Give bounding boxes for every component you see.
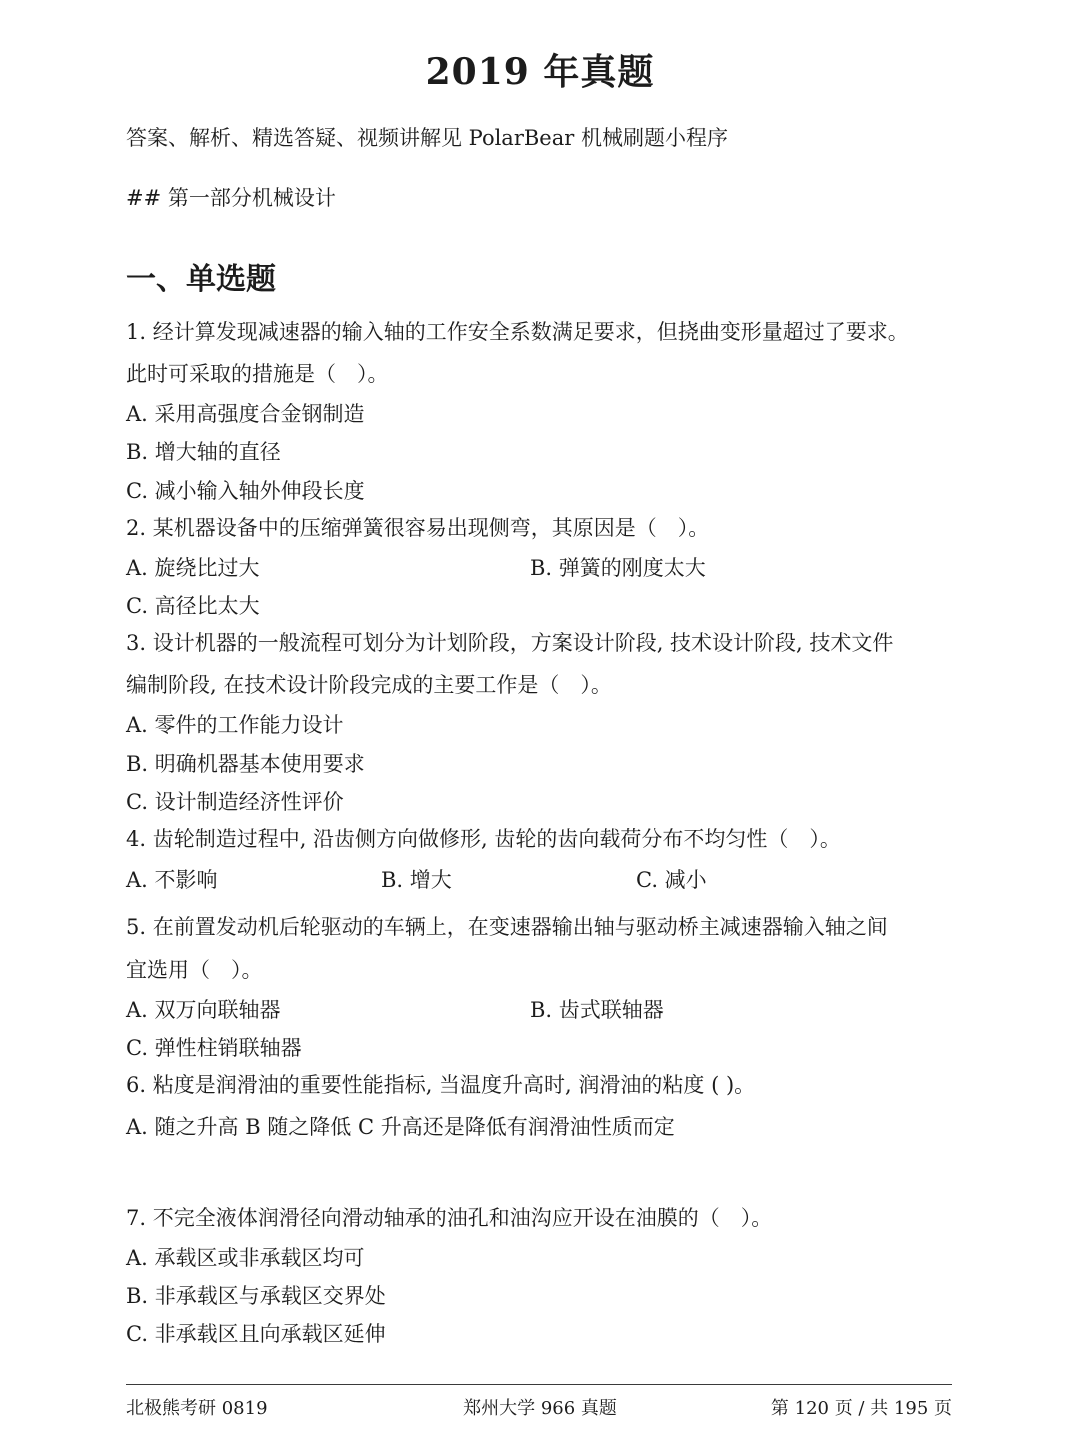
question-2-stem: 2. 某机器设备中的压缩弹簧很容易出现侧弯，其原因是（ ）。 [126, 516, 710, 540]
question-1-stem-line2: 此时可采取的措施是（ ）。 [126, 362, 389, 386]
footer-divider [126, 1384, 952, 1385]
question-6-stem: 6. 粘度是润滑油的重要性能指标, 当温度升高时, 润滑油的粘度 ( )。 [126, 1073, 756, 1097]
question-4-option-c: C. 减小 [636, 868, 707, 892]
question-2-option-c: C. 高径比太大 [126, 594, 260, 618]
question-1-stem-line1: 1. 经计算发现减速器的输入轴的工作安全系数满足要求，但挠曲变形量超过了要求。 [126, 320, 909, 344]
question-3-option-a: A. 零件的工作能力设计 [126, 713, 344, 737]
question-7-option-c: C. 非承载区且向承载区延伸 [126, 1322, 386, 1346]
section-heading: 一、单选题 [126, 262, 276, 297]
question-3-option-b: B. 明确机器基本使用要求 [126, 752, 365, 776]
footer-left: 北极熊考研 0819 [126, 1398, 268, 1419]
question-4-stem: 4. 齿轮制造过程中, 沿齿侧方向做修形, 齿轮的齿向载荷分布不均匀性（ ）。 [126, 827, 841, 851]
question-7-stem: 7. 不完全液体润滑径向滑动轴承的油孔和油沟应开设在油膜的（ ）。 [126, 1206, 773, 1230]
question-5-option-c: C. 弹性柱销联轴器 [126, 1036, 302, 1060]
question-3-stem-line2: 编制阶段, 在技术设计阶段完成的主要工作是（ ）。 [126, 673, 612, 697]
footer-page-number: 第 120 页 / 共 195 页 [770, 1398, 952, 1419]
question-3-option-c: C. 设计制造经济性评价 [126, 790, 344, 814]
question-1-option-b: B. 增大轴的直径 [126, 440, 281, 464]
question-1-option-c: C. 减小输入轴外伸段长度 [126, 479, 365, 503]
part-heading: ## 第一部分机械设计 [126, 186, 336, 210]
page-title: 2019 年真题 [425, 51, 655, 93]
question-4-option-b: B. 增大 [381, 868, 452, 892]
question-5-option-a: A. 双万向联轴器 [126, 998, 281, 1022]
question-4-option-a: A. 不影响 [126, 868, 218, 892]
question-5-stem-line1: 5. 在前置发动机后轮驱动的车辆上，在变速器输出轴与驱动桥主减速器输入轴之间 [126, 915, 888, 939]
question-7-option-b: B. 非承载区与承载区交界处 [126, 1284, 386, 1308]
question-3-stem-line1: 3. 设计机器的一般流程可划分为计划阶段，方案设计阶段, 技术设计阶段, 技术文件 [126, 631, 894, 655]
question-7-option-a: A. 承载区或非承载区均可 [126, 1246, 365, 1270]
question-5-stem-line2: 宜选用（ ）。 [126, 958, 263, 982]
question-6-options: A. 随之升高 B 随之降低 C 升高还是降低有润滑油性质而定 [126, 1115, 675, 1139]
question-2-option-a: A. 旋绕比过大 [126, 556, 260, 580]
footer-center: 郑州大学 966 真题 [463, 1398, 617, 1419]
question-5-option-b: B. 齿式联轴器 [530, 998, 664, 1022]
question-2-option-b: B. 弹簧的刚度太大 [530, 556, 706, 580]
question-1-option-a: A. 采用高强度合金钢制造 [126, 402, 365, 426]
subtitle: 答案、解析、精选答疑、视频讲解见 PolarBear 机械刷题小程序 [126, 126, 728, 150]
